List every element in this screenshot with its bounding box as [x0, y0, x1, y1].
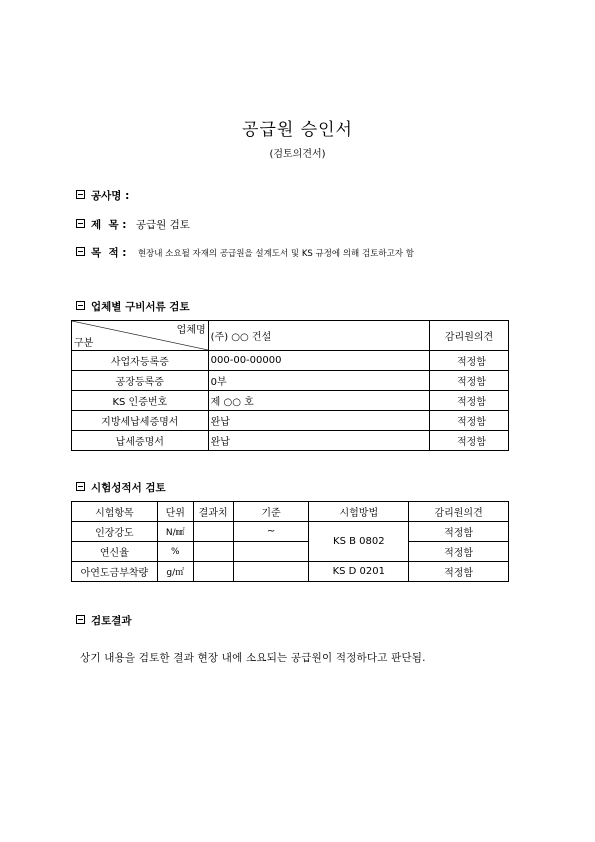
test-header-row — [72, 502, 509, 522]
square-bullet-icon — [76, 190, 85, 199]
header-company-label: 업체명 — [176, 325, 206, 336]
test-result — [193, 562, 233, 582]
subject-label: 제 목 — [91, 219, 119, 231]
doc-value: 완납 — [208, 411, 429, 431]
result-text: 상기 내용을 검토한 결과 현장 내에 소요되는 공급원이 적정하다고 판단됨. — [80, 652, 426, 664]
doc-item: 사업자등록증 — [72, 351, 209, 371]
subject-value: 공급원 검토 — [135, 219, 190, 231]
doc-item: 납세증명서 — [72, 431, 209, 451]
table-row — [72, 542, 509, 562]
table-row — [72, 351, 509, 371]
test-item: 아연도금부착량 — [72, 562, 158, 582]
document-title: 공급원 승인서 — [242, 120, 353, 140]
test-unit: % — [157, 542, 193, 562]
doc-item: KS 인증번호 — [72, 391, 209, 411]
header-test-item: 시험항목 — [72, 502, 158, 522]
purpose-line: 목 적 : 현장내 소요될 자재의 공급원을 설계도서 및 KS 규정에 의해 검토하고자 함 — [76, 245, 414, 260]
doc-opinion: 적정함 — [430, 411, 509, 431]
test-unit: N/㎟ — [157, 522, 193, 542]
header-opinion: 감리원의견 — [430, 321, 509, 351]
project-label: 공사명 — [91, 190, 122, 202]
diagonal-header-cell — [72, 321, 209, 351]
doc-value: 0부 — [208, 371, 429, 391]
project-line: 공사명 : — [76, 188, 129, 203]
header-company-name: (주) ○○ 건설 — [208, 321, 429, 351]
square-bullet-icon — [76, 247, 85, 256]
test-standard — [233, 542, 309, 562]
result-heading: 검토결과 — [76, 613, 132, 628]
header-category-label: 구분 — [74, 338, 94, 349]
test-method: KS B 0802 — [309, 522, 409, 562]
test-result — [193, 522, 233, 542]
doc-item: 지방세납세증명서 — [72, 411, 209, 431]
test-item: 연신율 — [72, 542, 158, 562]
document-subtitle: (검토의견서) — [269, 149, 326, 160]
doc-value: 000-00-00000 — [208, 351, 429, 371]
test-standard — [233, 562, 309, 582]
square-bullet-icon — [76, 615, 85, 624]
test-opinion: 적정함 — [409, 522, 509, 542]
test-item: 인장강도 — [72, 522, 158, 542]
header-method: 시험방법 — [309, 502, 409, 522]
doc-opinion: 적정함 — [430, 391, 509, 411]
doc-opinion: 적정함 — [430, 371, 509, 391]
square-bullet-icon — [76, 482, 85, 491]
docs-heading: 업체별 구비서류 검토 — [76, 299, 190, 314]
test-opinion: 적정함 — [409, 542, 509, 562]
doc-opinion: 적정함 — [430, 351, 509, 371]
table-row — [72, 522, 509, 542]
doc-opinion: 적정함 — [430, 431, 509, 451]
test-result — [193, 542, 233, 562]
table-row — [72, 562, 509, 582]
test-heading: 시험성적서 검토 — [76, 480, 166, 495]
test-standard: ~ — [233, 522, 309, 542]
table-row — [72, 371, 509, 391]
table-row — [72, 391, 509, 411]
purpose-value: 현장내 소요될 자재의 공급원을 설계도서 및 KS 규정에 의해 검토하고자 함 — [137, 249, 414, 259]
test-method: KS D 0201 — [309, 562, 409, 582]
test-table — [71, 501, 509, 582]
docs-table — [71, 320, 509, 451]
doc-value: 제 ○○ 호 — [208, 391, 429, 411]
purpose-label: 목 적 — [91, 247, 119, 259]
table-row — [72, 411, 509, 431]
table-row — [72, 431, 509, 451]
test-opinion: 적정함 — [409, 562, 509, 582]
header-result: 결과치 — [193, 502, 233, 522]
header-unit: 단위 — [157, 502, 193, 522]
header-opinion: 감리원의견 — [409, 502, 509, 522]
subject-line: 제 목 : 공급원 검토 — [76, 217, 190, 232]
header-standard: 기준 — [233, 502, 309, 522]
square-bullet-icon — [76, 219, 85, 228]
square-bullet-icon — [76, 301, 85, 310]
doc-value: 완납 — [208, 431, 429, 451]
docs-header-row — [72, 321, 509, 351]
doc-item: 공장등록증 — [72, 371, 209, 391]
test-unit: g/㎡ — [157, 562, 193, 582]
